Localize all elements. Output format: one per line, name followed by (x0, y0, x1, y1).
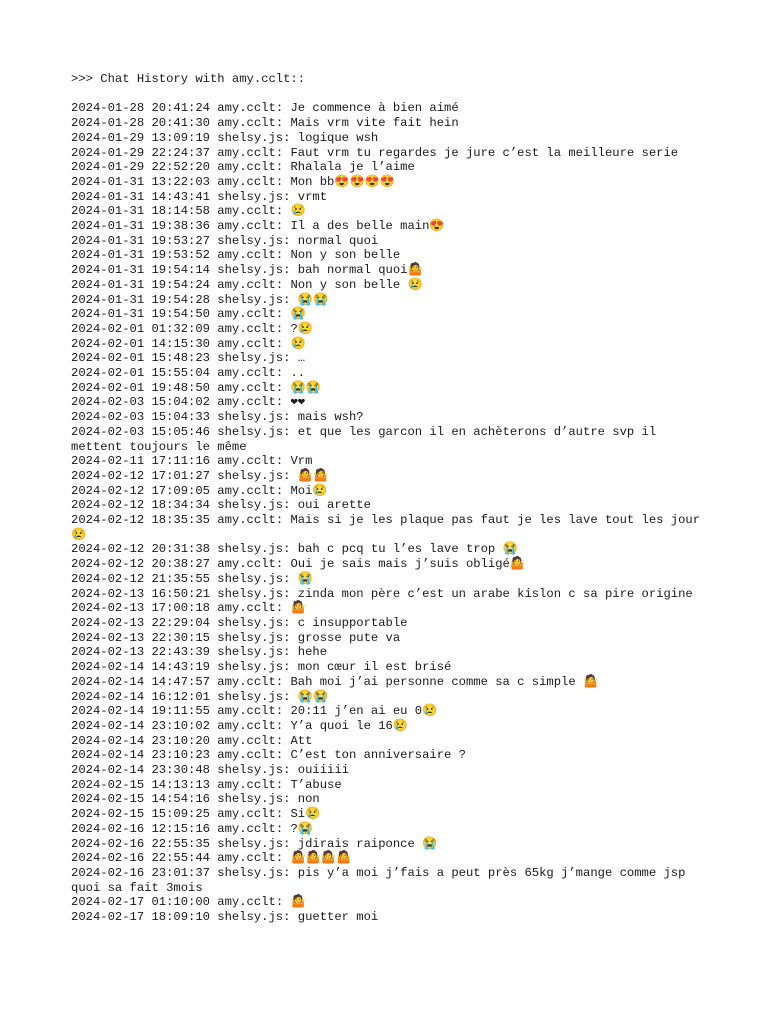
message-line: 2024-01-31 19:53:52 amy.cclt: Non y son belle (71, 248, 401, 263)
message-line: 2024-01-31 13:22:03 amy.cclt: Mon bb😍😍😍😍 (71, 174, 396, 189)
message-text: normal quoi (297, 233, 379, 248)
message-sender: shelsy.js (217, 189, 284, 204)
message-line: 2024-02-15 15:09:25 amy.cclt: Si😢 (71, 807, 321, 822)
message-timestamp: 2024-01-31 19:54:28 (71, 292, 210, 307)
message-sender: shelsy.js (217, 763, 284, 778)
message-timestamp: 2024-01-31 18:14:58 (71, 204, 210, 219)
message-text: Oui je sais mais j’suis obligé🤷 (290, 557, 526, 572)
message-timestamp: 2024-02-13 16:50:21 (71, 586, 210, 601)
message-line: 2024-02-14 16:12:01 shelsy.js: 😭😭 (71, 689, 329, 704)
message-text: Att (290, 733, 313, 748)
message-line: 2024-01-28 20:41:24 amy.cclt: Je commence à bien aimé (71, 101, 459, 116)
message-text: oui arette (297, 498, 371, 513)
message-sender: amy.cclt (217, 733, 276, 748)
message-timestamp: 2024-02-01 19:48:50 (71, 380, 210, 395)
message-timestamp: 2024-02-12 20:38:27 (71, 557, 210, 572)
message-text: 🤷🤷🤷🤷 (290, 851, 352, 866)
message-timestamp: 2024-01-31 19:38:36 (71, 219, 210, 234)
message-line: 2024-02-16 22:55:35 shelsy.js: jdirais raiponce 😭 (71, 836, 438, 851)
message-timestamp: 2024-02-15 14:13:13 (71, 777, 210, 792)
message-sender: amy.cclt (217, 895, 276, 910)
message-timestamp: 2024-02-13 22:29:04 (71, 616, 210, 630)
message-text: vrmt (297, 189, 328, 204)
message-sender: shelsy.js (217, 586, 284, 601)
message-sender: amy.cclt (217, 219, 276, 234)
message-timestamp: 2024-02-14 23:30:48 (71, 763, 210, 778)
message-sender: amy.cclt (217, 101, 276, 116)
message-text: Bah moi j’ai personne comme sa c simple 🤷 (290, 674, 599, 689)
message-timestamp: 2024-02-14 19:11:55 (71, 704, 210, 719)
message-timestamp: 2024-02-03 15:05:46 (71, 424, 210, 439)
message-line: 2024-02-15 14:13:13 amy.cclt: T’abuse (71, 777, 342, 792)
message-sender: shelsy.js (217, 468, 284, 483)
message-text: 😭😭 (297, 292, 329, 307)
message-line: 2024-01-31 19:38:36 amy.cclt: Il a des belle main😍 (71, 219, 445, 234)
message-sender: amy.cclt (217, 145, 276, 160)
message-text: Mais si je les plaque pas faut je les lave tout les jour😢 (71, 513, 701, 542)
message-timestamp: 2024-02-01 01:32:09 (71, 321, 210, 336)
message-text: bah normal quoi🤷 (297, 263, 423, 278)
message-timestamp: 2024-02-13 17:00:18 (71, 601, 210, 616)
message-timestamp: 2024-02-16 12:15:16 (71, 821, 210, 836)
message-sender: shelsy.js (217, 424, 284, 439)
message-line: 2024-01-31 19:54:14 shelsy.js: bah normal quoi🤷 (71, 263, 423, 278)
message-sender: shelsy.js (217, 616, 284, 630)
message-sender: amy.cclt (217, 483, 276, 498)
message-line: 2024-01-31 19:54:50 amy.cclt: 😭 (71, 307, 306, 322)
message-sender: amy.cclt (217, 454, 276, 469)
message-sender: shelsy.js (217, 689, 284, 704)
message-text: Il a des belle main😍 (290, 219, 445, 234)
message-line: 2024-01-29 22:52:20 amy.cclt: Rhalala je l’aime (71, 160, 415, 175)
message-line: 2024-02-14 23:10:02 amy.cclt: Y’a quoi le 16😢 (71, 718, 409, 733)
message-timestamp: 2024-02-12 17:09:05 (71, 483, 210, 498)
message-line: 2024-02-14 23:10:20 amy.cclt: Att (71, 733, 313, 748)
message-sender: shelsy.js (217, 292, 284, 307)
message-timestamp: 2024-02-12 18:34:34 (71, 498, 210, 513)
message-text: C’est ton anniversaire ? (290, 748, 466, 763)
message-sender: shelsy.js (217, 836, 284, 851)
message-sender: amy.cclt (217, 204, 276, 219)
message-line: 2024-01-31 19:54:28 shelsy.js: 😭😭 (71, 292, 329, 307)
message-sender: amy.cclt (217, 807, 276, 822)
message-text: 😭😭 (290, 380, 321, 395)
message-line: 2024-02-12 18:34:34 shelsy.js: oui arette (71, 498, 371, 513)
message-text: c insupportable (297, 616, 408, 630)
message-text: 😢 (290, 204, 306, 219)
message-line: 2024-02-12 20:31:38 shelsy.js: bah c pcq tu l’es lave trop 😭 (71, 542, 518, 557)
message-text: .. (290, 366, 306, 381)
message-text: ouiiiii (297, 763, 349, 778)
message-text: 😭 (290, 307, 306, 322)
message-sender: amy.cclt (217, 821, 276, 836)
message-line: 2024-02-17 01:10:00 amy.cclt: 🤷 (71, 895, 306, 910)
message-timestamp: 2024-01-31 19:54:24 (71, 277, 210, 292)
message-sender: amy.cclt (217, 321, 276, 336)
message-line: 2024-02-15 14:54:16 shelsy.js: non (71, 792, 320, 807)
message-timestamp: 2024-02-12 17:01:27 (71, 468, 210, 483)
message-text: Non y son belle 😢 (290, 277, 423, 292)
message-sender: amy.cclt (217, 307, 276, 322)
message-text: et que les garcon il en achèterons d’autre svp il mettent toujours le même (71, 424, 664, 454)
message-line: 2024-02-01 14:15:30 amy.cclt: 😢 (71, 336, 306, 351)
message-line: 2024-02-14 14:47:57 amy.cclt: Bah moi j’ai personne comme sa c simple 🤷 (71, 674, 599, 689)
message-sender: amy.cclt (217, 336, 276, 351)
message-sender: amy.cclt (217, 513, 276, 528)
message-sender: shelsy.js (217, 865, 284, 880)
message-timestamp: 2024-02-16 22:55:44 (71, 851, 210, 866)
message-sender: amy.cclt (217, 395, 276, 410)
message-sender: amy.cclt (217, 366, 276, 381)
message-timestamp: 2024-01-31 13:22:03 (71, 174, 210, 189)
message-text: mon cœur il est brisé (297, 660, 452, 675)
message-sender: shelsy.js (217, 571, 284, 586)
message-timestamp: 2024-02-14 14:43:19 (71, 660, 210, 675)
message-line: 2024-01-31 14:43:41 shelsy.js: vrmt (71, 189, 328, 204)
message-timestamp: 2024-02-14 23:10:20 (71, 733, 210, 748)
message-sender: shelsy.js (217, 410, 284, 425)
message-line: 2024-02-01 15:55:04 amy.cclt: .. (71, 366, 306, 381)
message-timestamp: 2024-02-15 15:09:25 (71, 807, 210, 822)
message-line: 2024-02-12 18:35:35 amy.cclt: Mais si je les plaque pas faut je les lave tout les jour😢 (71, 513, 701, 542)
message-timestamp: 2024-02-12 18:35:35 (71, 513, 210, 528)
message-line: 2024-02-01 19:48:50 amy.cclt: 😭😭 (71, 380, 321, 395)
message-text: 🤷 (290, 601, 306, 616)
message-timestamp: 2024-02-14 14:47:57 (71, 674, 210, 689)
message-timestamp: 2024-02-13 22:30:15 (71, 630, 210, 645)
message-line: 2024-01-29 22:24:37 amy.cclt: Faut vrm tu regardes je jure c’est la meilleure serie (71, 145, 679, 160)
message-line: 2024-02-13 16:50:21 shelsy.js: zinda mon père c’est un arabe kislon c sa pire origine (71, 586, 693, 601)
message-sender: shelsy.js (217, 792, 284, 807)
message-text: mais wsh? (297, 410, 364, 425)
message-line: 2024-02-16 23:01:37 shelsy.js: pis y’a moi j’fais a peut près 65kg j’mange comme jsp quoi sa fait 3mois (71, 865, 693, 895)
message-timestamp: 2024-02-17 18:09:10 (71, 910, 210, 925)
message-line: 2024-02-17 18:09:10 shelsy.js: guetter moi (71, 910, 379, 925)
message-timestamp: 2024-01-31 19:53:27 (71, 233, 210, 248)
message-text: Faut vrm tu regardes je jure c’est la meilleure serie (290, 145, 679, 160)
message-sender: amy.cclt (217, 277, 276, 292)
message-timestamp: 2024-02-16 23:01:37 (71, 865, 210, 880)
message-text: Rhalala je l’aime (290, 160, 415, 175)
message-timestamp: 2024-02-12 21:35:55 (71, 571, 210, 586)
message-text: T’abuse (290, 777, 342, 792)
message-line: 2024-02-12 21:35:55 shelsy.js: 😭 (71, 571, 313, 586)
message-sender: shelsy.js (217, 498, 284, 513)
message-timestamp: 2024-02-13 22:43:39 (71, 645, 210, 660)
message-timestamp: 2024-01-29 22:52:20 (71, 160, 210, 175)
message-line: 2024-02-13 22:43:39 shelsy.js: hehe (71, 645, 328, 660)
message-line: 2024-02-14 23:30:48 shelsy.js: ouiiiii (71, 763, 349, 778)
message-timestamp: 2024-01-31 14:43:41 (71, 189, 210, 204)
message-line: 2024-01-31 18:14:58 amy.cclt: 😢 (71, 204, 306, 219)
message-sender: shelsy.js (217, 630, 284, 645)
message-timestamp: 2024-02-16 22:55:35 (71, 836, 210, 851)
message-line: 2024-02-16 22:55:44 amy.cclt: 🤷🤷🤷🤷 (71, 851, 352, 866)
message-sender: amy.cclt (217, 248, 276, 263)
message-list (71, 101, 711, 924)
message-timestamp: 2024-01-31 19:53:52 (71, 248, 210, 263)
message-sender: amy.cclt (217, 380, 276, 395)
message-timestamp: 2024-02-03 15:04:33 (71, 410, 210, 425)
chat-log-document (71, 72, 711, 925)
message-text: ?😭 (290, 821, 313, 836)
message-line: 2024-02-13 22:29:04 shelsy.js: c insupportable (71, 616, 408, 630)
message-text: zinda mon père c’est un arabe kislon c sa pire origine (297, 586, 693, 601)
message-text: 😢 (290, 336, 306, 351)
message-text: 😭 (297, 571, 313, 586)
message-sender: amy.cclt (217, 601, 276, 616)
message-text: 🤷🤷 (297, 468, 329, 483)
message-line: 2024-01-31 19:53:27 shelsy.js: normal quoi (71, 233, 379, 248)
message-timestamp: 2024-01-29 13:09:19 (71, 130, 210, 145)
message-text: Mon bb😍😍😍😍 (290, 174, 396, 189)
message-sender: shelsy.js (217, 351, 284, 366)
message-sender: shelsy.js (217, 542, 284, 557)
message-text: Non y son belle (290, 248, 401, 263)
message-line: 2024-02-11 17:11:16 amy.cclt: Vrm (71, 454, 313, 469)
message-text: pis y’a moi j’fais a peut près 65kg j’mange comme jsp quoi sa fait 3mois (71, 865, 693, 895)
message-sender: shelsy.js (217, 645, 284, 660)
message-sender: amy.cclt (217, 748, 276, 763)
message-timestamp: 2024-02-17 01:10:00 (71, 895, 210, 910)
message-text: Si😢 (290, 807, 321, 822)
message-line: 2024-02-12 20:38:27 amy.cclt: Oui je sais mais j’suis obligé🤷 (71, 557, 526, 572)
message-sender: amy.cclt (217, 174, 276, 189)
message-timestamp: 2024-01-28 20:41:24 (71, 101, 210, 116)
message-text: Je commence à bien aimé (290, 101, 459, 116)
message-sender: amy.cclt (217, 116, 276, 131)
message-text: Mais vrm vite fait hein (290, 116, 459, 131)
message-sender: shelsy.js (217, 263, 284, 278)
message-line: 2024-02-14 19:11:55 amy.cclt: 20:11 j’en ai eu 0😢 (71, 704, 438, 719)
message-timestamp: 2024-02-14 16:12:01 (71, 689, 210, 704)
message-text: grosse pute va (297, 630, 401, 645)
message-text: ❤❤ (290, 395, 306, 410)
chat-history-header: >>> Chat History with amy.cclt:: (71, 72, 306, 86)
message-sender: amy.cclt (217, 718, 276, 733)
message-line: 2024-02-13 22:30:15 shelsy.js: grosse pute va (71, 630, 401, 645)
message-line: 2024-02-01 15:48:23 shelsy.js: … (71, 351, 306, 366)
message-line: 2024-02-01 01:32:09 amy.cclt: ?😢 (71, 321, 313, 336)
message-timestamp: 2024-02-14 23:10:23 (71, 748, 210, 763)
message-line: 2024-02-14 14:43:19 shelsy.js: mon cœur il est brisé (71, 660, 452, 675)
message-timestamp: 2024-02-14 23:10:02 (71, 718, 210, 733)
message-sender: amy.cclt (217, 557, 276, 572)
message-text: guetter moi (297, 910, 379, 925)
message-line: 2024-02-03 15:04:02 amy.cclt: ❤❤ (71, 395, 306, 410)
message-line: 2024-02-03 15:05:46 shelsy.js: et que les garcon il en achèterons d’autre svp il mettent toujours le même (71, 424, 664, 454)
message-line: 2024-02-14 23:10:23 amy.cclt: C’est ton anniversaire ? (71, 748, 466, 763)
message-text: non (297, 792, 320, 807)
message-text: Moi😢 (290, 483, 328, 498)
message-sender: amy.cclt (217, 851, 276, 866)
message-sender: amy.cclt (217, 777, 276, 792)
message-timestamp: 2024-02-15 14:54:16 (71, 792, 210, 807)
message-text: logique wsh (297, 130, 379, 145)
message-sender: shelsy.js (217, 233, 284, 248)
message-sender: amy.cclt (217, 160, 276, 175)
message-line: 2024-02-12 17:09:05 amy.cclt: Moi😢 (71, 483, 328, 498)
message-timestamp: 2024-02-11 17:11:16 (71, 454, 210, 469)
message-line: 2024-02-13 17:00:18 amy.cclt: 🤷 (71, 601, 306, 616)
message-text: 20:11 j’en ai eu 0😢 (290, 704, 438, 719)
message-line: 2024-02-03 15:04:33 shelsy.js: mais wsh? (71, 410, 364, 425)
message-text: bah c pcq tu l’es lave trop 😭 (297, 542, 518, 557)
message-text: 😭😭 (297, 689, 329, 704)
message-text: ?😢 (290, 321, 313, 336)
message-timestamp: 2024-02-01 14:15:30 (71, 336, 210, 351)
message-timestamp: 2024-02-01 15:55:04 (71, 366, 210, 381)
message-sender: amy.cclt (217, 674, 276, 689)
message-text: 🤷 (290, 895, 306, 910)
message-line: 2024-02-12 17:01:27 shelsy.js: 🤷🤷 (71, 468, 329, 483)
message-timestamp: 2024-01-28 20:41:30 (71, 116, 210, 131)
message-line: 2024-01-29 13:09:19 shelsy.js: logique wsh (71, 130, 379, 145)
message-line: 2024-01-31 19:54:24 amy.cclt: Non y son belle 😢 (71, 277, 423, 292)
message-text: jdirais raiponce 😭 (297, 836, 438, 851)
message-text: … (297, 351, 306, 366)
message-timestamp: 2024-01-31 19:54:14 (71, 263, 210, 278)
message-text: Y’a quoi le 16😢 (290, 718, 409, 733)
message-sender: shelsy.js (217, 910, 284, 925)
message-sender: shelsy.js (217, 130, 284, 145)
message-timestamp: 2024-01-31 19:54:50 (71, 307, 210, 322)
message-line: 2024-01-28 20:41:30 amy.cclt: Mais vrm vite fait hein (71, 116, 459, 131)
message-timestamp: 2024-02-03 15:04:02 (71, 395, 210, 410)
message-line: 2024-02-16 12:15:16 amy.cclt: ?😭 (71, 821, 313, 836)
message-text: Vrm (290, 454, 313, 469)
message-text: hehe (297, 645, 328, 660)
message-sender: shelsy.js (217, 660, 284, 675)
message-timestamp: 2024-02-12 20:31:38 (71, 542, 210, 557)
message-sender: amy.cclt (217, 704, 276, 719)
message-timestamp: 2024-02-01 15:48:23 (71, 351, 210, 366)
message-timestamp: 2024-01-29 22:24:37 (71, 145, 210, 160)
